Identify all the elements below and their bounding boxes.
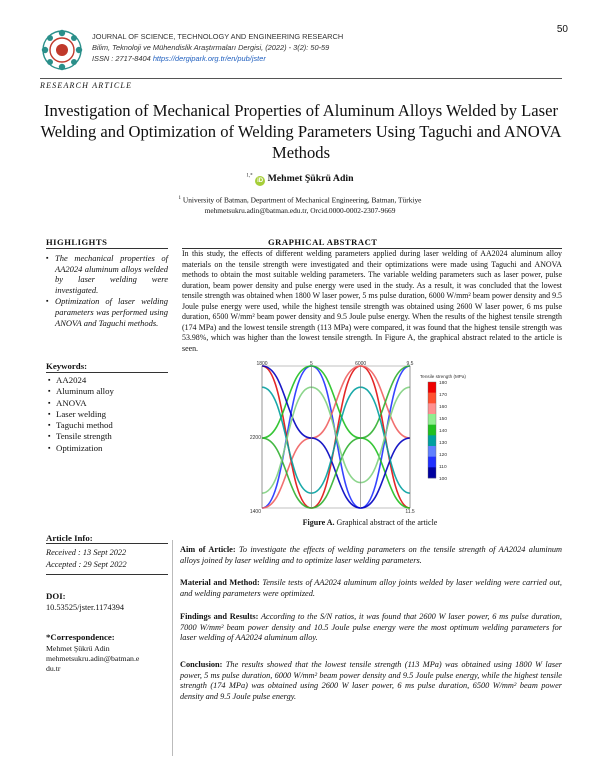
colorbar-segment [428, 435, 436, 446]
keyword-item: ▪ Tensile strength [48, 431, 168, 442]
aim-text: To investigate the effects of welding parameters on the tensile strength of AA2024 aluminum alloys joined by laser welding and to optimize laser welding parameters. [180, 545, 562, 565]
column-divider [172, 540, 173, 756]
author-line [0, 173, 600, 186]
keyword-item: ▪ Taguchi method [48, 420, 168, 431]
colorbar-title: Tensile strength (MPa) [420, 374, 466, 379]
colorbar-segment [428, 393, 436, 404]
accepted-date: Accepted : 29 Sept 2022 [46, 560, 127, 569]
doi-link[interactable]: 10.53525/jster.1174394 [46, 603, 125, 612]
conclusion-label: Conclusion: [180, 660, 223, 669]
keyword-list [48, 375, 168, 454]
author-name: Mehmet Şükrü Adin [267, 173, 354, 184]
affiliation-contact: mehmetsukru.adin@batman.edu.tr, Orcid.0000-0002-2307-9669 [204, 205, 396, 215]
colorbar-tick-label: 110 [439, 465, 447, 470]
aim-paragraph [180, 545, 562, 566]
material-text: Tensile tests of AA2024 aluminum alloy joints welded by laser welding were carried out, and welding parameters were optimized. [180, 578, 562, 598]
keyword-item: ▪ Aluminum alloy [48, 386, 168, 397]
axis-bottom-right-label: 11.5 [405, 509, 415, 515]
header-divider [40, 78, 562, 79]
axis-top-label: 6000 [355, 361, 367, 367]
colorbar-tick-label: 140 [439, 429, 448, 434]
affiliation-text: University of Batman, Department of Mechanical Engineering, Batman, Türkiye [182, 195, 422, 205]
figure-caption-text: Graphical abstract of the article [334, 518, 438, 527]
article-info-rule-2 [46, 574, 168, 575]
article-info-heading: Article Info: [46, 533, 93, 543]
orcid-icon[interactable]: iD [257, 178, 264, 184]
colorbar-tick-label: 180 [439, 381, 448, 386]
findings-paragraph [180, 612, 562, 644]
highlights-section [46, 237, 166, 247]
colorbar-segment [428, 414, 436, 425]
axis-top-label: 9.5 [406, 361, 414, 367]
journal-subtitle: Bilim, Teknoloji ve Mühendislik Araştırmaları Dergisi, (2022) - 3(2): 50-59 [92, 43, 330, 52]
article-info-rule [46, 543, 168, 544]
figure-caption [180, 518, 560, 527]
findings-text: According to the S/N ratios, it was found that 2600 W laser power, 6 ms pulse duration, 7000 W/mm² beam power density and 10.5 Joule pulse energy were the most optimum welding parameters for laser welding of AA2024 aluminum alloy. [180, 612, 562, 643]
colorbar-tick-label: 170 [439, 393, 448, 398]
colorbar-tick-label: 100 [439, 477, 448, 482]
graphical-abstract-chart [250, 358, 480, 516]
doi-label: DOI: [46, 591, 66, 601]
highlight-item: ▪ The mechanical properties of AA2024 aluminum alloys welded by laser welding were investigated. [46, 253, 168, 295]
colorbar-segment [428, 382, 436, 393]
journal-logo [40, 28, 84, 72]
correspondence-label: *Correspondence: [46, 632, 115, 642]
colorbar-tick-label: 130 [439, 441, 448, 446]
article-type: RESEARCH ARTICLE [40, 81, 133, 90]
highlights-heading: HIGHLIGHTS [46, 237, 108, 247]
keyword-item: ▪ ANOVA [48, 398, 168, 409]
correspondence-email[interactable]: mehmetsukru.adin@batman.e [46, 654, 140, 663]
page-number: 50 [556, 24, 568, 35]
material-paragraph [180, 578, 562, 599]
journal-name: JOURNAL OF SCIENCE, TECHNOLOGY AND ENGINEERING RESEARCH [92, 32, 344, 41]
affiliation [0, 194, 600, 216]
journal-url-link[interactable]: https://dergipark.org.tr/en/pub/jster [152, 54, 266, 63]
keywords-heading: Keywords: [46, 361, 88, 371]
figure-caption-label: Figure A. [302, 518, 335, 527]
article-title: Investigation of Mechanical Properties of Aluminum Alloys Welded by Laser Welding and Optimization of Welding Parameters Using Taguchi and ANOVA Methods [40, 101, 562, 162]
colorbar-tick-label: 120 [439, 453, 448, 458]
colorbar-tick-label: 160 [439, 405, 448, 410]
keywords-rule [46, 372, 168, 373]
correspondence-email-cont: du.tr [46, 664, 61, 673]
findings-label: Findings and Results: [180, 612, 259, 621]
affiliation-superscript: 1 [178, 196, 182, 201]
aim-label: Aim of Article: [180, 545, 236, 554]
graphical-abstract-heading: GRAPHICAL ABSTRACT [268, 237, 378, 247]
graphical-abstract-text: In this study, the effects of different welding parameters applied during laser welding of AA2024 aluminum alloy materials on the tensile strength were investigated and their optimizations were made using Taguchi and ANOVA methods to obtain the most suitable welding parameters. The variable welding parameters such as laser power, pulse duration, beam power density and pulse energy were used in the study. As a result, it was concluded that the lowest tensile strength was obtained when 1800 W laser power, 5 ms pulse duration, 6000 W/mm² beam power density and 9.5 Joule pulse energy were used, while the highest tensile strength was obtained using 2600 W laser power, 6 ms pulse duration, 6500 W/mm² beam power density and 9.5 Joule pulse energy. When the results of the highest tensile strength (174 MPa) and the lowest tensile strength (113 MPa) were compared, it was found that the highest tensile strength was 53.98%, which was higher than the lowest tensile strength. In Figure A, the graphical abstract related to the article is seen. [182, 249, 562, 353]
axis-top-label: 1800 [256, 361, 268, 367]
axis-top-label: 5 [309, 361, 313, 367]
colorbar-segment [428, 457, 436, 468]
colorbar-tick-label: 150 [439, 417, 448, 422]
conclusion-text: The results showed that the lowest tensile strength (113 MPa) was obtained using 1800 W laser power, 5 ms pulse duration, 6000 W/mm² beam power density and 9.5 Joule pulse energy, while the highest tensile strength (174 MPa) was obtained using 2600 W laser power, 6 ms pulse duration, 6500 W/mm² beam power density and 9.5 Joule pulse energy. [180, 660, 562, 701]
axis-mid-label: 2200 [250, 435, 261, 441]
highlight-item: ▪ Optimization of laser welding parameters was performed using ANOVA and Taguchi methods. [46, 296, 168, 328]
keyword-item: ▪ Optimization [48, 443, 168, 454]
correspondence-name: Mehmet Şükrü Adin [46, 644, 110, 653]
highlights-rule [46, 248, 168, 249]
colorbar-segment [428, 425, 436, 436]
journal-issn: ISSN : 2717-8404 [92, 54, 153, 63]
colorbar-segment [428, 446, 436, 457]
colorbar-segment [428, 467, 436, 478]
colorbar-segment [428, 403, 436, 414]
author-superscript: 1,* [246, 173, 253, 179]
keyword-item: ▪ AA2024 [48, 375, 168, 386]
axis-bottom-left-label: 1400 [250, 509, 261, 515]
conclusion-paragraph [180, 660, 562, 702]
received-date: Received : 13 Sept 2022 [46, 548, 127, 557]
parallel-coordinates-plot [250, 358, 480, 516]
keyword-item: ▪ Laser welding [48, 409, 168, 420]
material-label: Material and Method: [180, 578, 260, 587]
